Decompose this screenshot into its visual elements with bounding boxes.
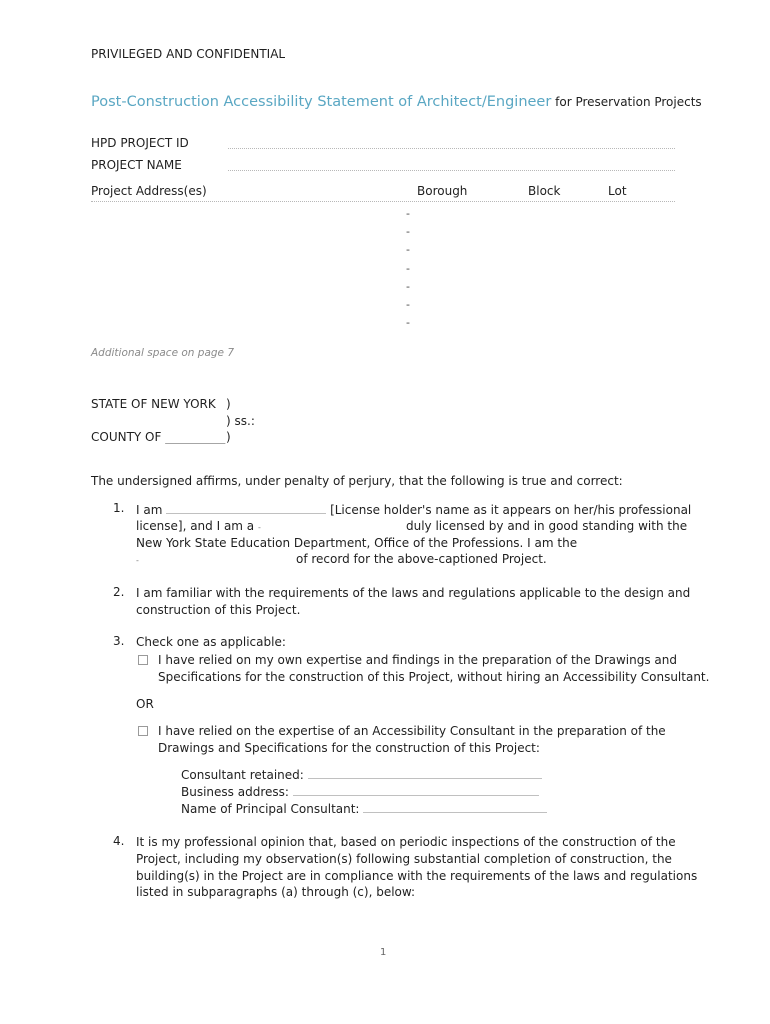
role-dropdown[interactable] (136, 551, 139, 569)
county-blank[interactable]: __________ (165, 430, 226, 444)
para-1-line-2 (136, 518, 261, 536)
business-address-field[interactable] (293, 783, 539, 796)
principal-consultant-label: Name of Principal Consultant: (181, 802, 360, 816)
hpd-project-id-field[interactable] (228, 148, 675, 149)
business-address-row (181, 783, 539, 801)
p1-duly-licensed: duly licensed by and in good standing with the (406, 519, 688, 533)
option-2-line-2: Drawings and Specifications for the construction of this Project: (158, 741, 540, 755)
address-header-rule (91, 201, 675, 202)
lot-label: Lot (608, 184, 627, 198)
title-sub: for Preservation Projects (555, 95, 702, 109)
page-number: 1 (380, 947, 387, 958)
para-1-number: 1. (113, 501, 125, 515)
principal-consultant-row (181, 800, 547, 818)
page-title (91, 94, 702, 110)
project-address-label: Project Address(es) (91, 184, 207, 198)
confidential-label: PRIVILEGED AND CONFIDENTIAL (91, 47, 286, 61)
consultant-retained-label: Consultant retained: (181, 768, 304, 782)
county-label (91, 430, 225, 444)
affirmation-intro: The undersigned affirms, under penalty of perjury, that the following is true and correct: (91, 474, 623, 488)
address-row-dash[interactable]: - (406, 316, 410, 329)
option-1-line-1: I have relied on my own expertise and findings in the preparation of the Drawings and (158, 653, 677, 667)
state-label: STATE OF NEW YORK (91, 397, 216, 411)
or-label: OR (136, 697, 154, 711)
para-3-heading: Check one as applicable: (136, 635, 286, 649)
title-main: Post-Construction Accessibility Statement of Architect/Engineer (91, 94, 552, 110)
venue-ss: ) ss.: (226, 414, 255, 428)
project-name-field[interactable] (228, 170, 675, 171)
para-4-line-2: Project, including my observation(s) following substantial completion of construction, the (136, 852, 672, 866)
principal-consultant-field[interactable] (363, 800, 547, 813)
p1-license-text: [License holder's name as it appears on her/his professional (330, 503, 692, 517)
para-2-number: 2. (113, 585, 125, 599)
venue-paren-top: ) (226, 397, 231, 411)
consultant-retained-row (181, 766, 542, 784)
business-address-label: Business address: (181, 785, 289, 799)
additional-space-note: Additional space on page 7 (91, 347, 235, 359)
para-1-line-3: New York State Education Department, Office of the Professions. I am the (136, 536, 578, 550)
address-row-dash[interactable]: - (406, 243, 410, 256)
venue-paren-bottom: ) (226, 430, 231, 444)
profession-dropdown[interactable]: - (257, 523, 261, 532)
role-dropdown-marker: - (136, 556, 139, 565)
county-text: COUNTY OF (91, 430, 162, 444)
project-name-label: PROJECT NAME (91, 158, 182, 172)
para-4-number: 4. (113, 834, 125, 848)
hpd-project-id-label: HPD PROJECT ID (91, 136, 189, 150)
consultant-retained-field[interactable] (308, 766, 542, 779)
para-3-number: 3. (113, 634, 125, 648)
p1-license-cont: license], and I am a (136, 519, 255, 533)
para-1-line-1 (136, 501, 691, 519)
address-row-dash[interactable]: - (406, 280, 410, 293)
option-2-line-1: I have relied on the expertise of an Accessibility Consultant in the preparation of the (158, 724, 666, 738)
block-label: Block (528, 184, 561, 198)
para-1-line-4: of record for the above-captioned Project. (296, 552, 547, 566)
para-2-line-2: construction of this Project. (136, 603, 301, 617)
own-expertise-checkbox[interactable] (138, 655, 148, 665)
consultant-checkbox[interactable] (138, 726, 148, 736)
license-holder-name-field[interactable] (166, 501, 326, 514)
option-1-line-2: Specifications for the construction of this Project, without hiring an Accessibility Consultant. (158, 670, 710, 684)
borough-label: Borough (417, 184, 468, 198)
para-4-line-1: It is my professional opinion that, based on periodic inspections of the construction of the (136, 835, 676, 849)
address-row-dash[interactable]: - (406, 298, 410, 311)
address-row-dash[interactable]: - (406, 207, 410, 220)
p1-i-am: I am (136, 503, 163, 517)
address-row-dash[interactable]: - (406, 262, 410, 275)
para-4-line-3: building(s) in the Project are in compliance with the requirements of the laws and regulations (136, 869, 698, 883)
address-row-dash[interactable]: - (406, 225, 410, 238)
para-4-line-4: listed in subparagraphs (a) through (c), below: (136, 885, 416, 899)
para-2-line-1: I am familiar with the requirements of the laws and regulations applicable to the design and (136, 586, 691, 600)
